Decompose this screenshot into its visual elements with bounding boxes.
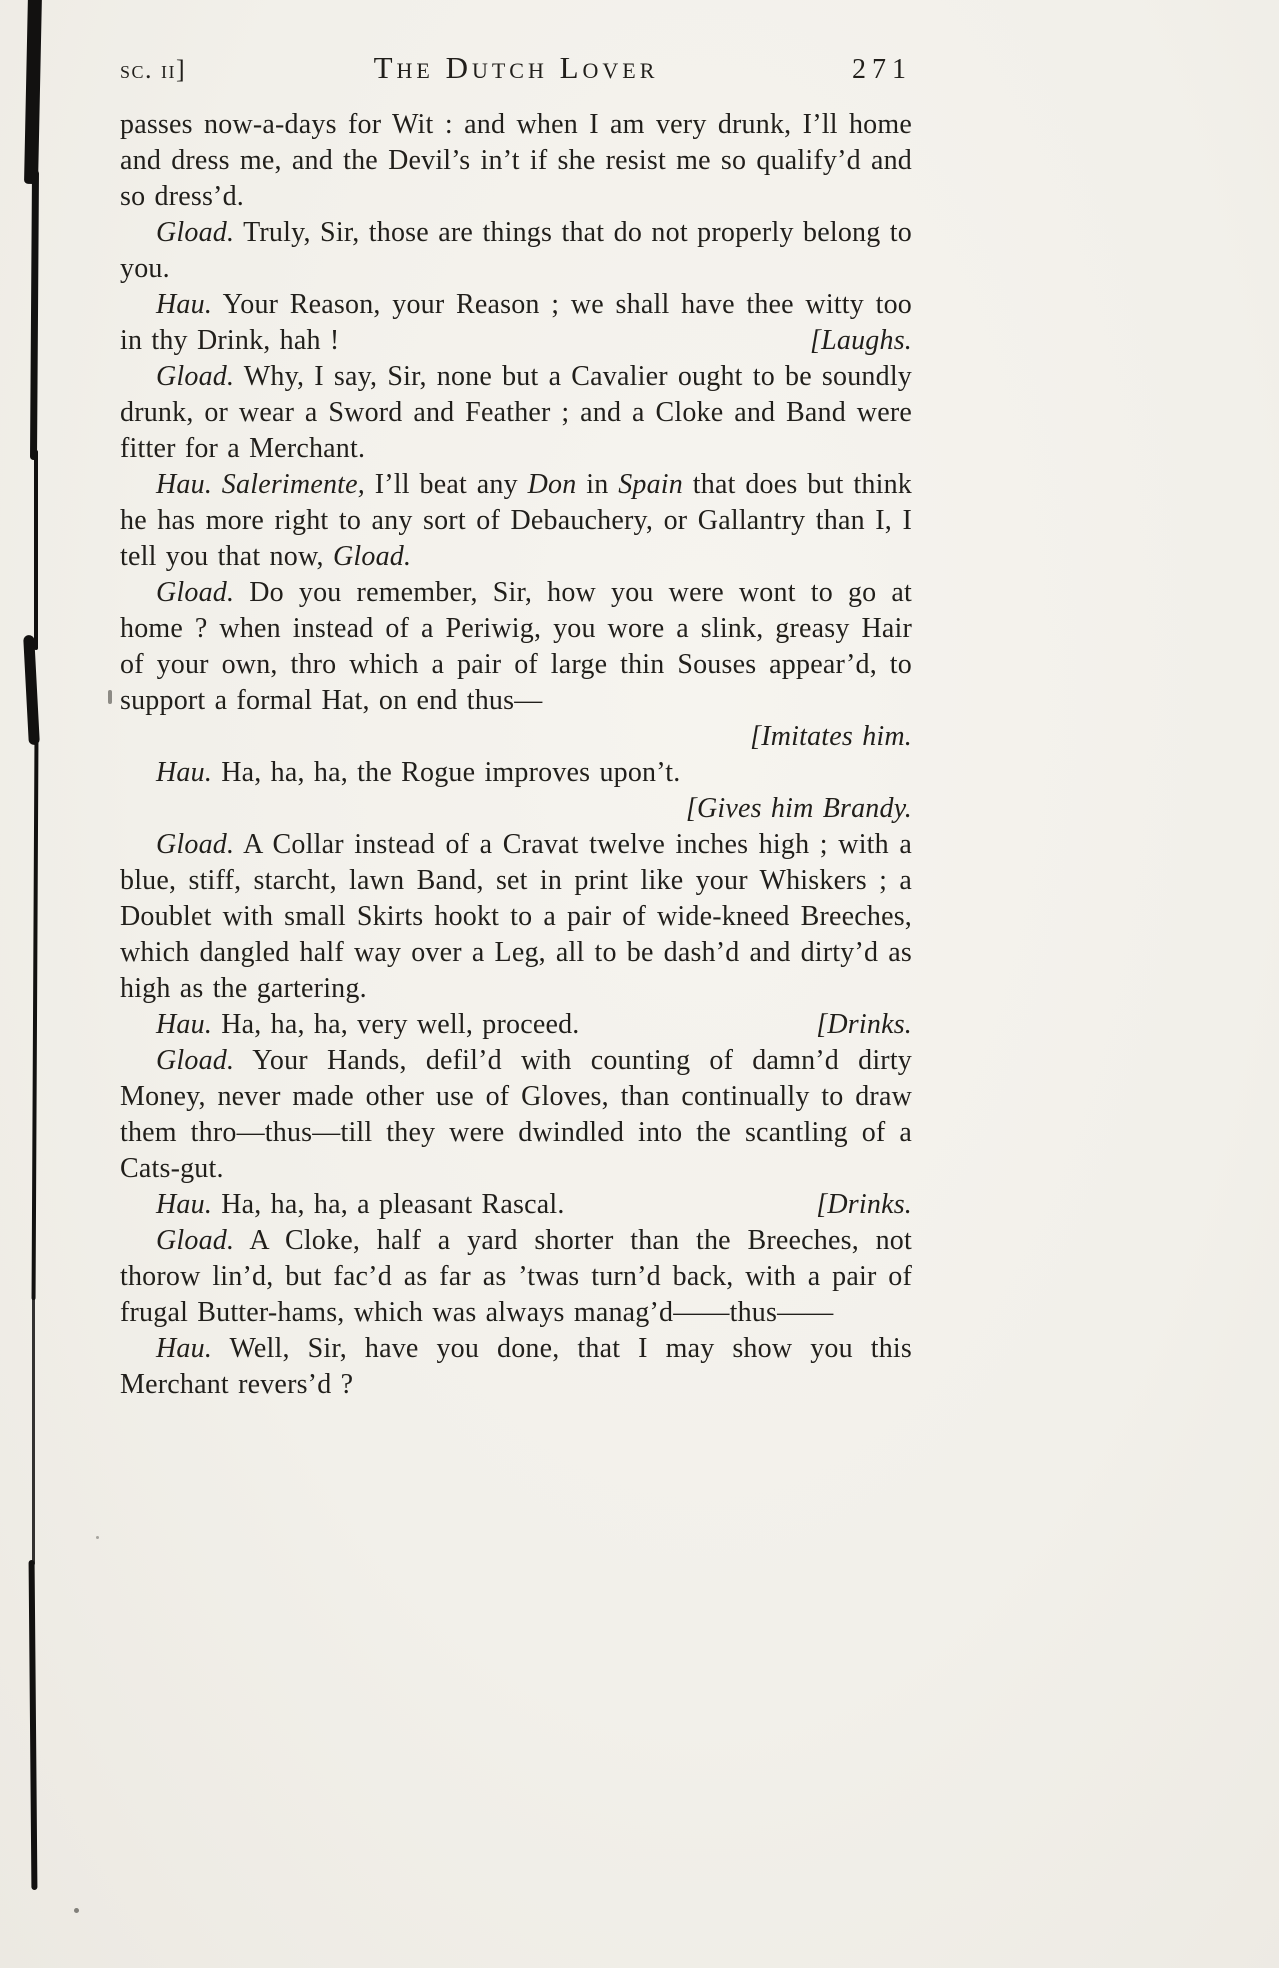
ink-mark (32, 1295, 35, 1565)
scan-speck (108, 690, 112, 704)
italic-run: Hau. (156, 289, 213, 320)
ink-mark (32, 740, 39, 1300)
scan-speck (74, 1908, 79, 1913)
italic-run: Gload. (156, 361, 235, 392)
play-paragraph (120, 1223, 912, 1331)
italic-run: Hau. (156, 1333, 213, 1364)
text-run: Truly, Sir, those are things that do not properly belong to you. (120, 217, 912, 284)
play-paragraph (120, 1043, 912, 1187)
italic-run: Don (527, 469, 577, 500)
stage-direction: [Laughs. (810, 325, 912, 356)
text-run: passes now-a-days for Wit : and when I am very drunk, I’ll home and dress me, and the Devil’s in’t if she resist me so qualify’d and so dress’d. (120, 109, 912, 212)
play-paragraph (120, 827, 912, 1007)
text-run: that does but think he has more right to any sort of Debauchery, or Gallantry than I, I tell you that now, (120, 469, 912, 572)
italic-run: Hau. Salerimente, (156, 469, 365, 500)
ink-mark (29, 1560, 38, 1890)
play-paragraph (120, 359, 912, 467)
text-run: I’ll beat any (364, 469, 528, 500)
text-run: Ha, ha, ha, the Rogue improves upon’t. (212, 757, 681, 788)
page-number: 271 (852, 54, 912, 85)
play-paragraph (120, 575, 912, 719)
stage-direction-line: [Imitates him. (750, 721, 912, 752)
play-paragraph (120, 1007, 912, 1043)
running-header (120, 50, 912, 86)
italic-run: Gload. (156, 1045, 235, 1076)
italic-run: Spain (618, 469, 683, 500)
play-paragraph (120, 107, 912, 215)
italic-run: Gload. (156, 1225, 235, 1256)
play-paragraph (120, 215, 912, 287)
scan-speck (96, 1536, 99, 1539)
ink-mark (24, 0, 42, 184)
page-content (120, 50, 912, 1403)
play-paragraph (120, 467, 912, 575)
italic-run: Gload. (156, 829, 235, 860)
play-paragraph (120, 755, 912, 791)
ink-mark (30, 170, 39, 460)
play-text (120, 107, 912, 1403)
running-title: The Dutch Lover (373, 50, 659, 85)
text-run: Why, I say, Sir, none but a Cavalier ought to be soundly drunk, or wear a Sword and Feather ; and a Cloke and Band were fitter for a Merchant. (120, 361, 912, 464)
text-run: Do you remember, Sir, how you were wont to go at home ? when instead of a Periwig, you wore a slink, greasy Hair of your own, thro which a pair of large thin Souses appear’d, to support a formal Hat, on end thus— (120, 577, 912, 716)
text-run: Your Reason, your Reason ; we shall have thee witty too in thy Drink, hah ! (120, 289, 912, 356)
text-run: A Collar instead of a Cravat twelve inches high ; with a blue, stiff, starcht, lawn Band, set in print like your Whiskers ; a Doublet with small Skirts hookt to a pair of wide-kneed Breeches, which dangled half way over a Leg, all to be dash’d and dirty’d as high as the gartering. (120, 829, 912, 1004)
scene-label: sc. ii] (120, 55, 187, 84)
text-run: A Cloke, half a yard shorter than the Breeches, not thorow lin’d, but fac’d as far as ’twas turn’d back, with a pair of frugal Butter-hams, which was always manag’d——thus—— (120, 1225, 912, 1328)
stage-direction: [Drinks. (816, 1189, 912, 1220)
text-run: Your Hands, defil’d with counting of damn’d dirty Money, never made other use of Gloves, than continually to draw them thro—thus—till they were dwindled into the scantling of a Cats-gut. (120, 1045, 912, 1184)
play-paragraph (120, 287, 912, 359)
italic-run: Gload. (156, 577, 235, 608)
ink-mark (34, 450, 38, 650)
italic-run: Gload. (156, 217, 235, 248)
text-run: Well, Sir, have you done, that I may show you this Merchant revers’d ? (120, 1333, 912, 1400)
stage-direction: [Drinks. (816, 1009, 912, 1040)
text-run: Ha, ha, ha, a pleasant Rascal. (212, 1189, 565, 1220)
ink-mark (23, 635, 40, 745)
italic-run: Hau. (156, 1009, 213, 1040)
italic-run: Hau. (156, 1189, 213, 1220)
text-run: Ha, ha, ha, very well, proceed. (212, 1009, 580, 1040)
text-run: in (576, 469, 619, 500)
play-paragraph (120, 1187, 912, 1223)
play-paragraph (120, 1331, 912, 1403)
stage-direction-line: [Gives him Brandy. (685, 793, 912, 824)
italic-run: Gload. (332, 541, 412, 572)
italic-run: Hau. (156, 757, 213, 788)
